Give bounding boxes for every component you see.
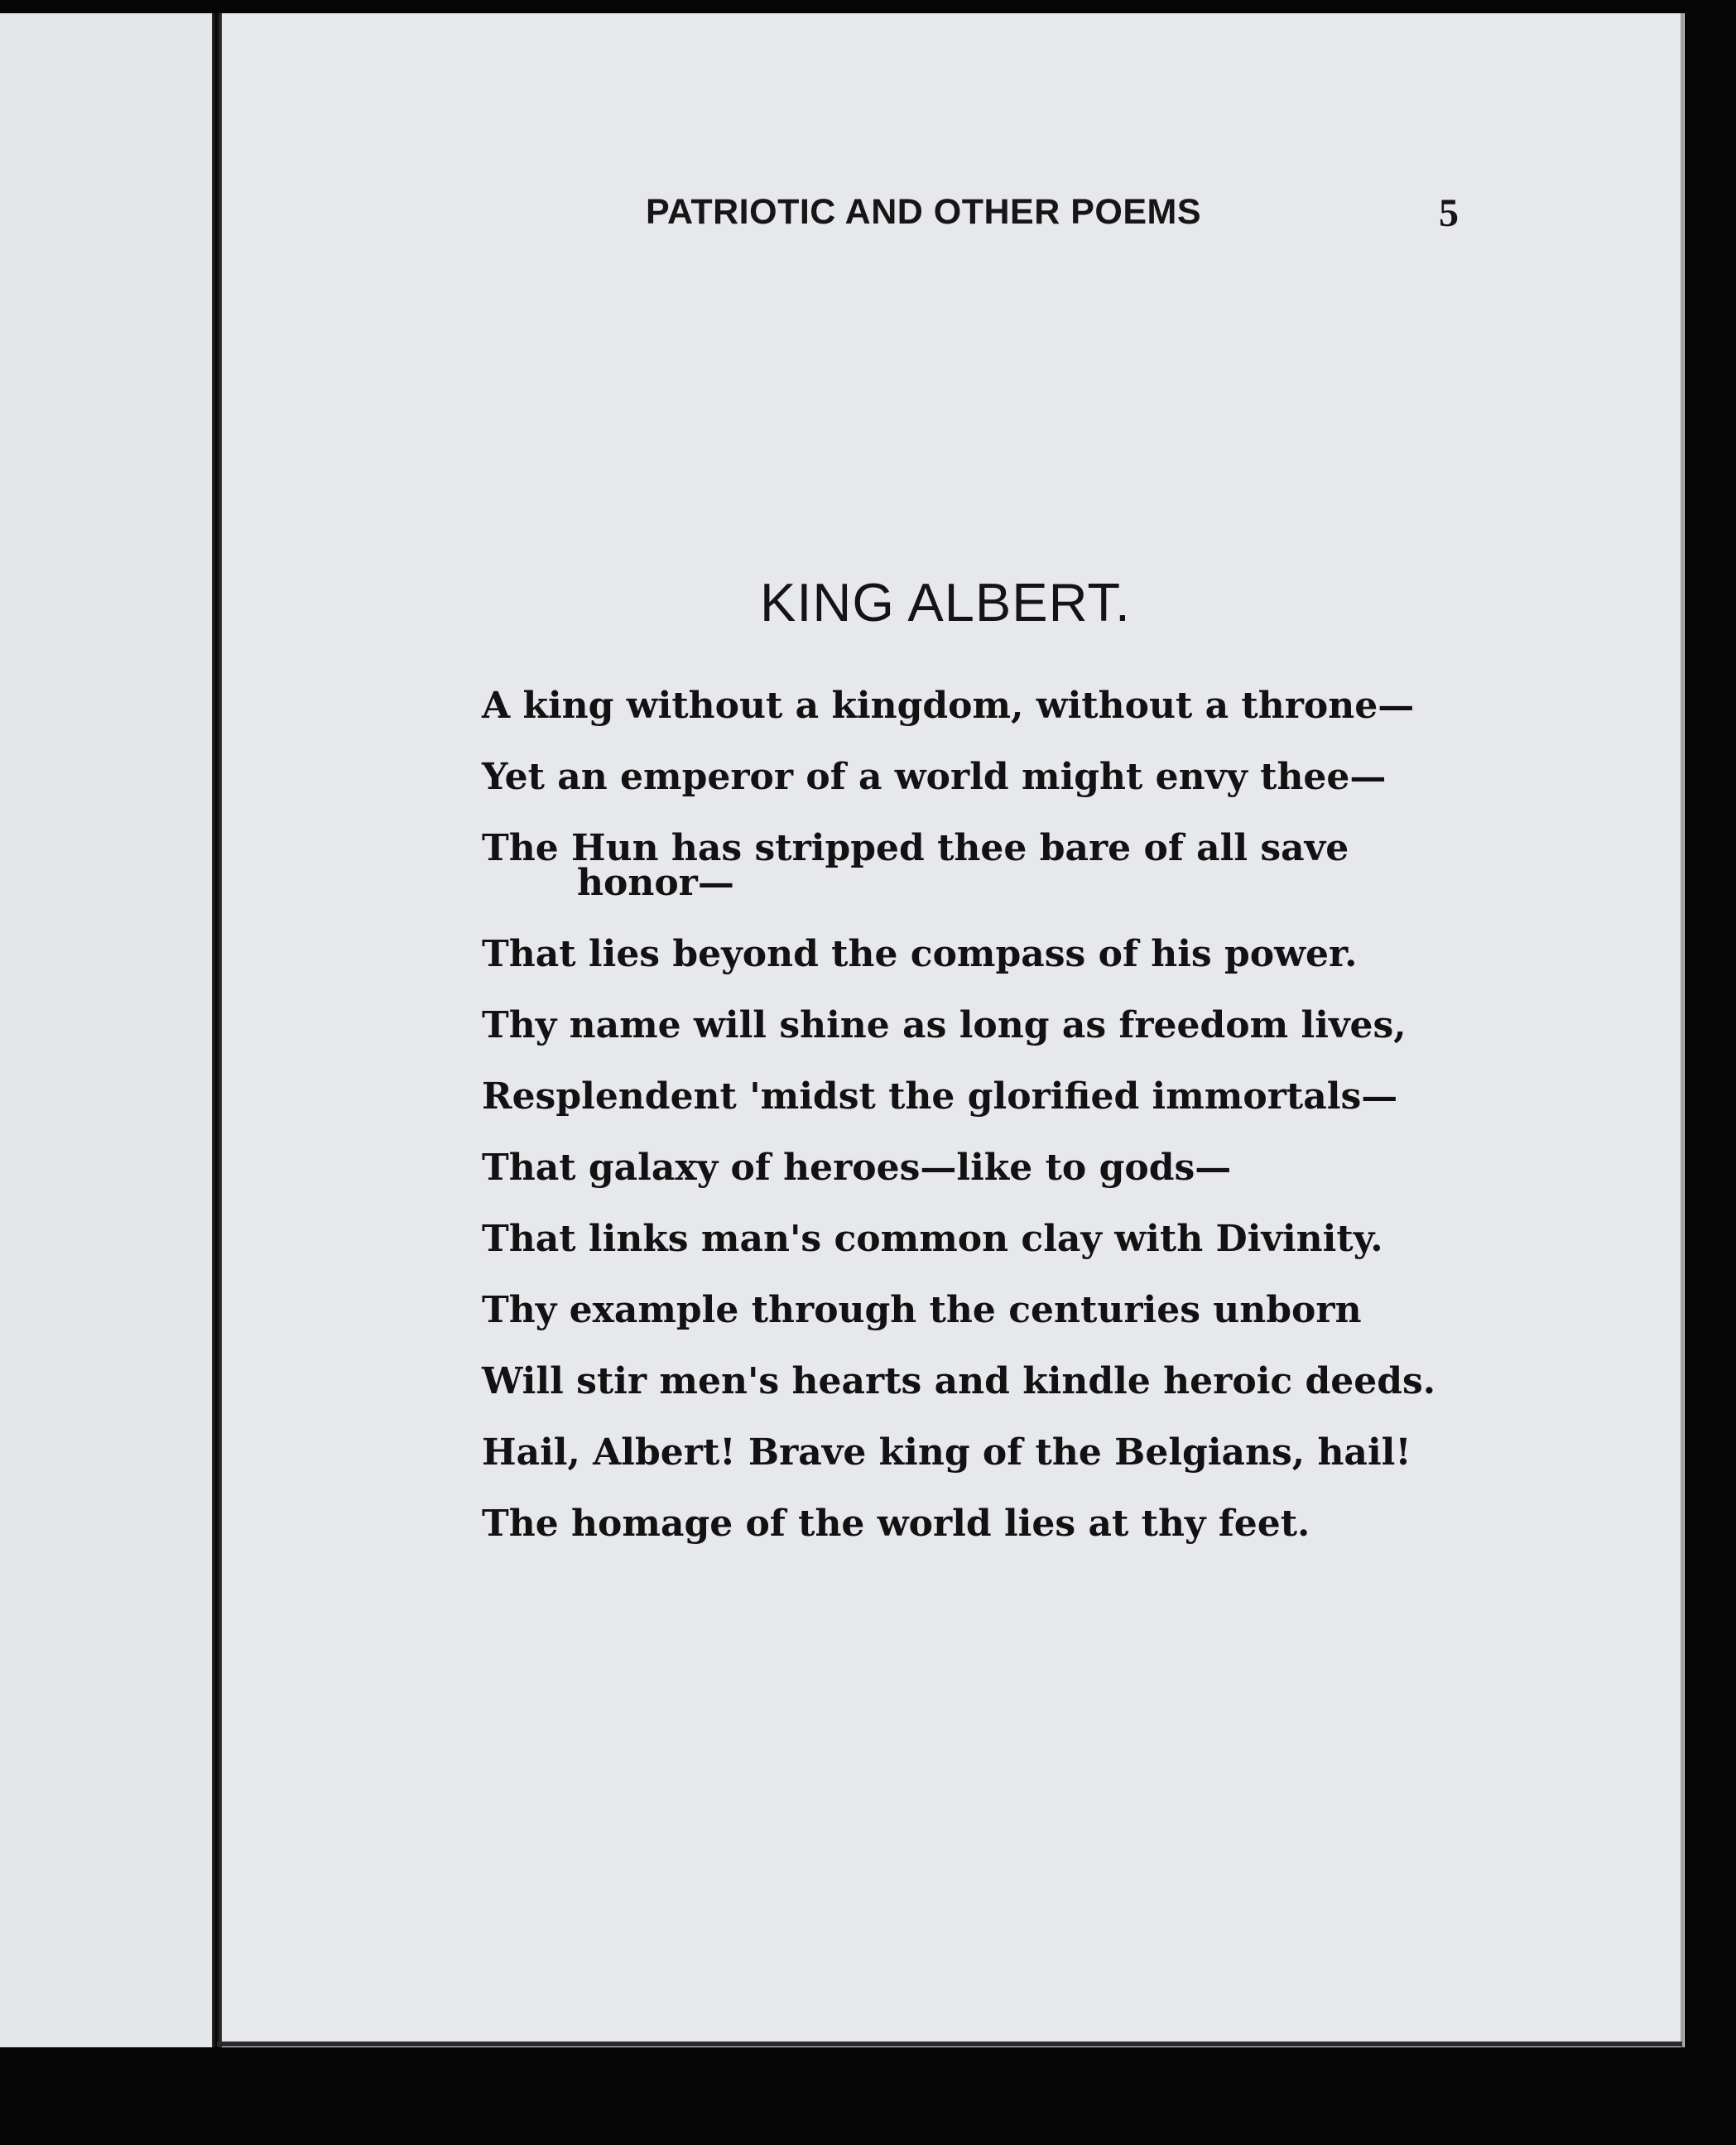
poem-body (482, 683, 1475, 1572)
facing-page-edge (0, 13, 217, 2047)
poem-line: That galaxy of heroes—like to gods— (482, 1147, 1232, 1189)
page-edge-bottom (217, 2042, 1682, 2046)
poem-line: A king without a kingdom, without a throne— (482, 685, 1415, 727)
page-number: 5 (1439, 191, 1459, 235)
running-header: PATRIOTIC AND OTHER POEMS (646, 192, 1202, 232)
scan-border-bottom (0, 2047, 1736, 2145)
poem-title: KING ALBERT. (760, 572, 1131, 632)
poem-line: Yet an emperor of a world might envy thee— (482, 756, 1387, 798)
page-edge-right (1681, 13, 1684, 2047)
poem-line: Thy example through the centuries unborn (482, 1289, 1362, 1331)
poem-line: Hail, Albert! Brave king of the Belgians, hail! (482, 1431, 1411, 1474)
poem-line-continuation: honor— (577, 862, 734, 904)
poem-line: That lies beyond the compass of his power. (482, 933, 1358, 975)
poem-line: The Hun has stripped thee bare of all save honor— (482, 825, 1475, 907)
poem-line: The homage of the world lies at thy feet. (482, 1503, 1310, 1545)
scan-border-right (1685, 0, 1736, 2145)
poem-line: That links man's common clay with Divinity. (482, 1218, 1383, 1260)
poem-line: Will stir men's hearts and kindle heroic deeds. (482, 1360, 1436, 1402)
poem-line: Resplendent 'midst the glorified immortals— (482, 1075, 1398, 1118)
poem-line: Thy name will shine as long as freedom lives, (482, 1004, 1407, 1046)
book-binding-edge (212, 13, 222, 2047)
scan-border-top (0, 0, 1736, 13)
